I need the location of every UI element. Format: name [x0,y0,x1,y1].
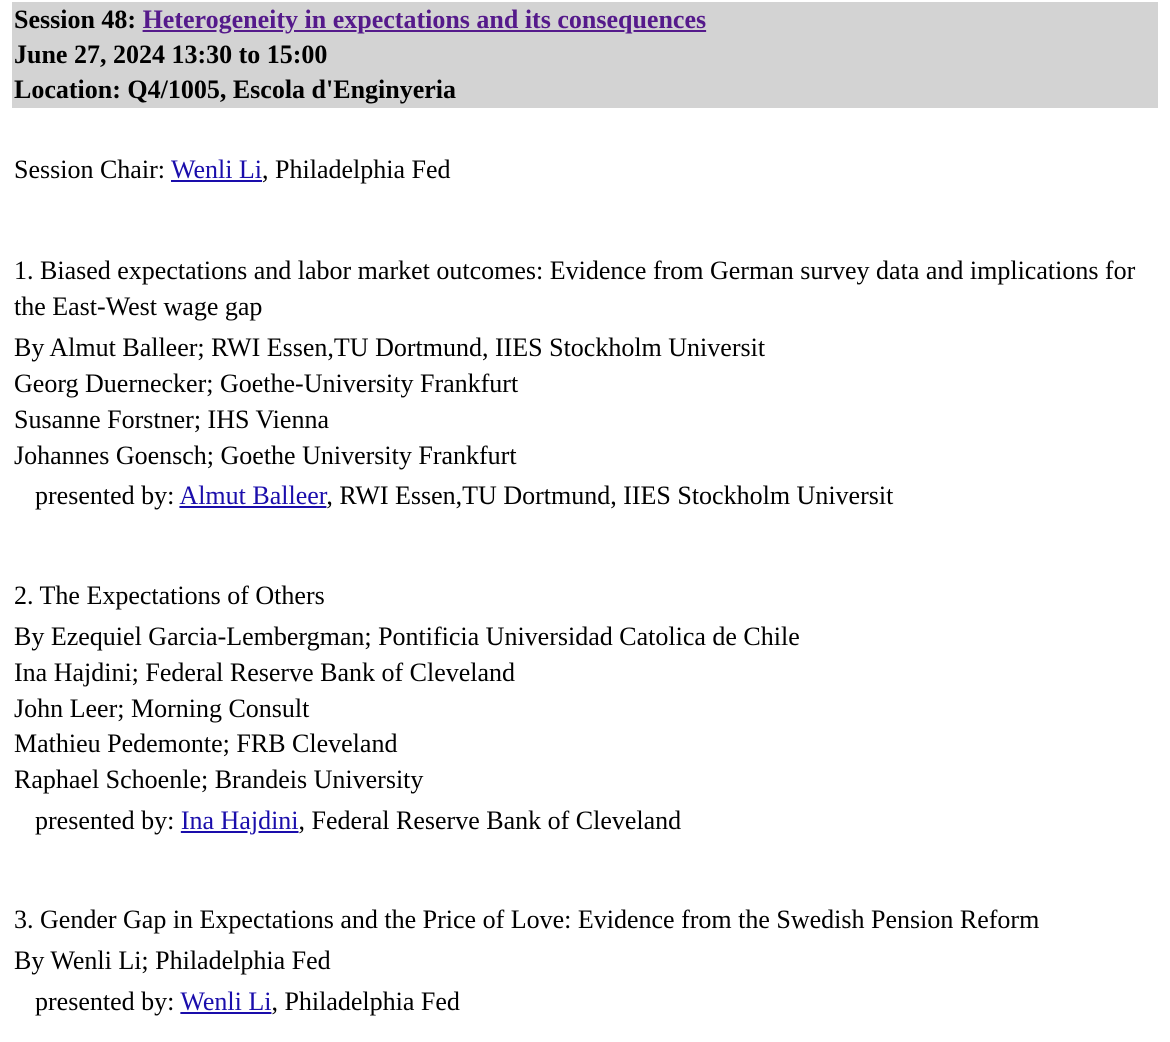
presenter-affiliation: , Philadelphia Fed [271,987,460,1016]
chair-affiliation: , Philadelphia Fed [262,155,451,184]
paper-2-author: Mathieu Pedemonte; FRB Cleveland [14,729,398,758]
paper-3-title: 3. Gender Gap in Expectations and the Price of Love: Evidence from the Swedish Pension Reform [14,905,1040,934]
paper-1-author: Susanne Forstner; IHS Vienna [14,405,329,434]
paper-2-author: By Ezequiel Garcia-Lembergman; Pontificia Universidad Catolica de Chile [14,622,800,651]
session-chair [14,152,451,188]
paper-3-author: By Wenli Li; Philadelphia Fed [14,946,331,975]
session-title-line [14,2,1158,37]
paper-1-author: Georg Duernecker; Goethe-University Frankfurt [14,369,519,398]
paper-1-author: By Almut Balleer; RWI Essen,TU Dortmund, IIES Stockholm Universit [14,333,766,362]
paper-1-author: Johannes Goensch; Goethe University Frankfurt [14,441,517,470]
paper-2-author: Raphael Schoenle; Brandeis University [14,765,424,794]
presenter-affiliation: , RWI Essen,TU Dortmund, IIES Stockholm Universit [326,481,894,510]
presenter-link[interactable]: Almut Balleer [179,481,327,510]
chair-name-link[interactable]: Wenli Li [170,155,263,184]
session-datetime: June 27, 2024 13:30 to 15:00 [14,40,328,69]
presenter-link[interactable]: Wenli Li [180,987,272,1016]
session-title-link[interactable]: Heterogeneity in expectations and its consequences [142,5,707,34]
paper-1-title: 1. Biased expectations and labor market outcomes: Evidence from German survey data and implications for the East-West wage gap [14,256,1136,321]
presented-by-label: presented by: [35,481,175,510]
presenter-link[interactable]: Ina Hajdini [180,806,299,835]
paper-2-author: Ina Hajdini; Federal Reserve Bank of Cleveland [14,658,516,687]
presented-by-label: presented by: [35,806,175,835]
session-location: Location: Q4/1005, Escola d'Enginyeria [14,75,457,104]
paper-2-author: John Leer; Morning Consult [14,694,310,723]
presenter-affiliation: , Federal Reserve Bank of Cleveland [298,806,682,835]
presented-by-label: presented by: [35,987,175,1016]
session-header [12,2,1158,108]
paper-3-presenter [35,984,460,1020]
paper-2-presenter [35,803,681,839]
paper-2-title: 2. The Expectations of Others [14,581,325,610]
paper-1-presenter [35,478,893,514]
chair-label: Session Chair: [14,155,165,184]
session-label: Session 48: [14,5,137,34]
